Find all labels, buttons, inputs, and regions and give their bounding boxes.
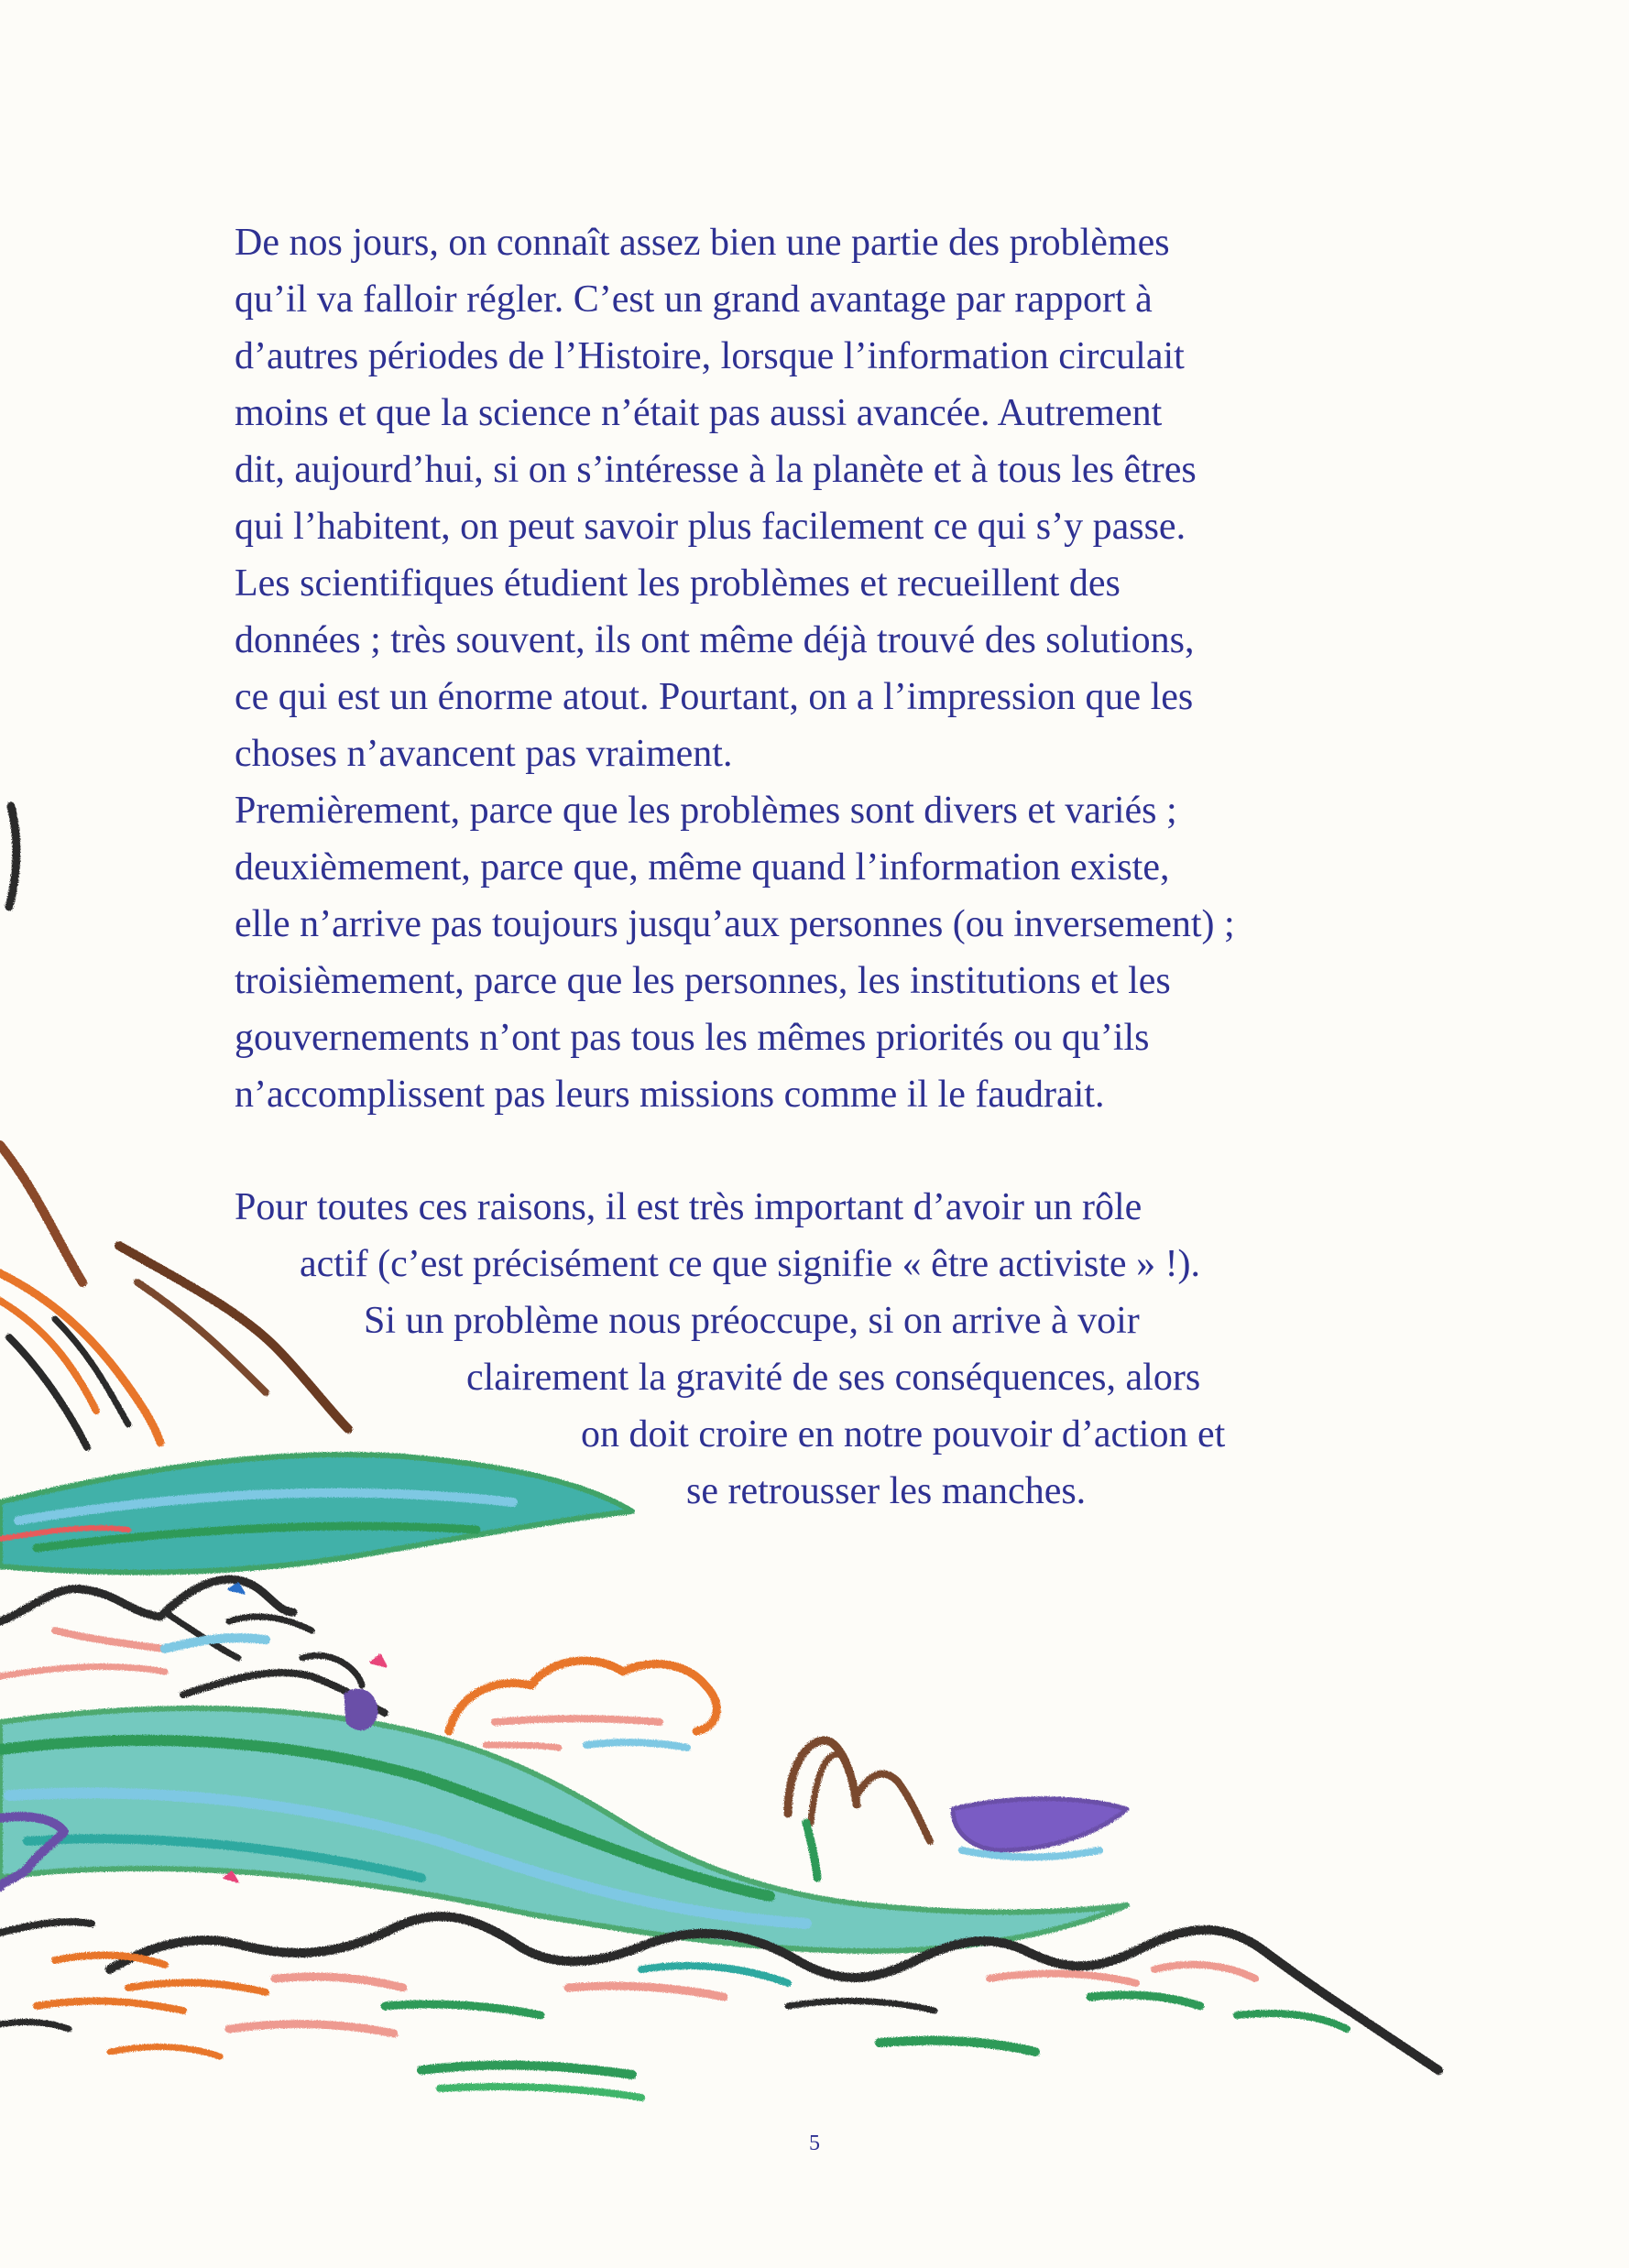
text-line: on doit croire en notre pouvoir d’action et <box>581 1413 1226 1456</box>
page-number: 5 <box>809 2132 820 2155</box>
text-line: deuxièmement, parce que, même quand l’information existe, <box>235 846 1170 889</box>
text-line: données ; très souvent, ils ont même déjà trouvé des solutions, <box>235 619 1195 661</box>
text-line: Premièrement, parce que les problèmes sont divers et variés ; <box>235 790 1177 832</box>
text-line: n’accomplissent pas leurs missions comme il le faudrait. <box>235 1074 1105 1116</box>
text-line: moins et que la science n’était pas aussi avancée. Autrement <box>235 392 1163 434</box>
text-line: Si un problème nous préoccupe, si on arrive à voir <box>364 1300 1140 1342</box>
text-line: choses n’avancent pas vraiment. <box>235 733 733 775</box>
body-paragraph-2 <box>0 1179 1629 1520</box>
text-line: qui l’habitent, on peut savoir plus facilement ce qui s’y passe. <box>235 506 1186 548</box>
text-line: Pour toutes ces raisons, il est très important d’avoir un rôle <box>235 1186 1142 1228</box>
text-line: troisièmement, parce que les personnes, les institutions et les <box>235 960 1171 1002</box>
text-line: dit, aujourd’hui, si on s’intéresse à la planète et à tous les êtres <box>235 449 1197 491</box>
text-line: gouvernements n’ont pas tous les mêmes priorités ou qu’ils <box>235 1017 1150 1059</box>
text-line: De nos jours, on connaît assez bien une partie des problèmes <box>235 222 1170 264</box>
text-line: Les scientifiques étudient les problèmes et recueillent des <box>235 562 1121 605</box>
text-line: clairement la gravité de ses conséquences, alors <box>466 1357 1201 1399</box>
text-line: d’autres périodes de l’Histoire, lorsque l’information circulait <box>235 335 1185 377</box>
text-line: actif (c’est précisément ce que signifie « être activiste » !). <box>300 1243 1201 1285</box>
text-line: elle n’arrive pas toujours jusqu’aux personnes (ou inversement) ; <box>235 903 1235 945</box>
body-paragraph-1 <box>235 214 1235 1123</box>
text-line: se retrousser les manches. <box>686 1470 1087 1512</box>
text-line: ce qui est un énorme atout. Pourtant, on a l’impression que les <box>235 676 1194 718</box>
text-line: qu’il va falloir régler. C’est un grand avantage par rapport à <box>235 278 1153 321</box>
